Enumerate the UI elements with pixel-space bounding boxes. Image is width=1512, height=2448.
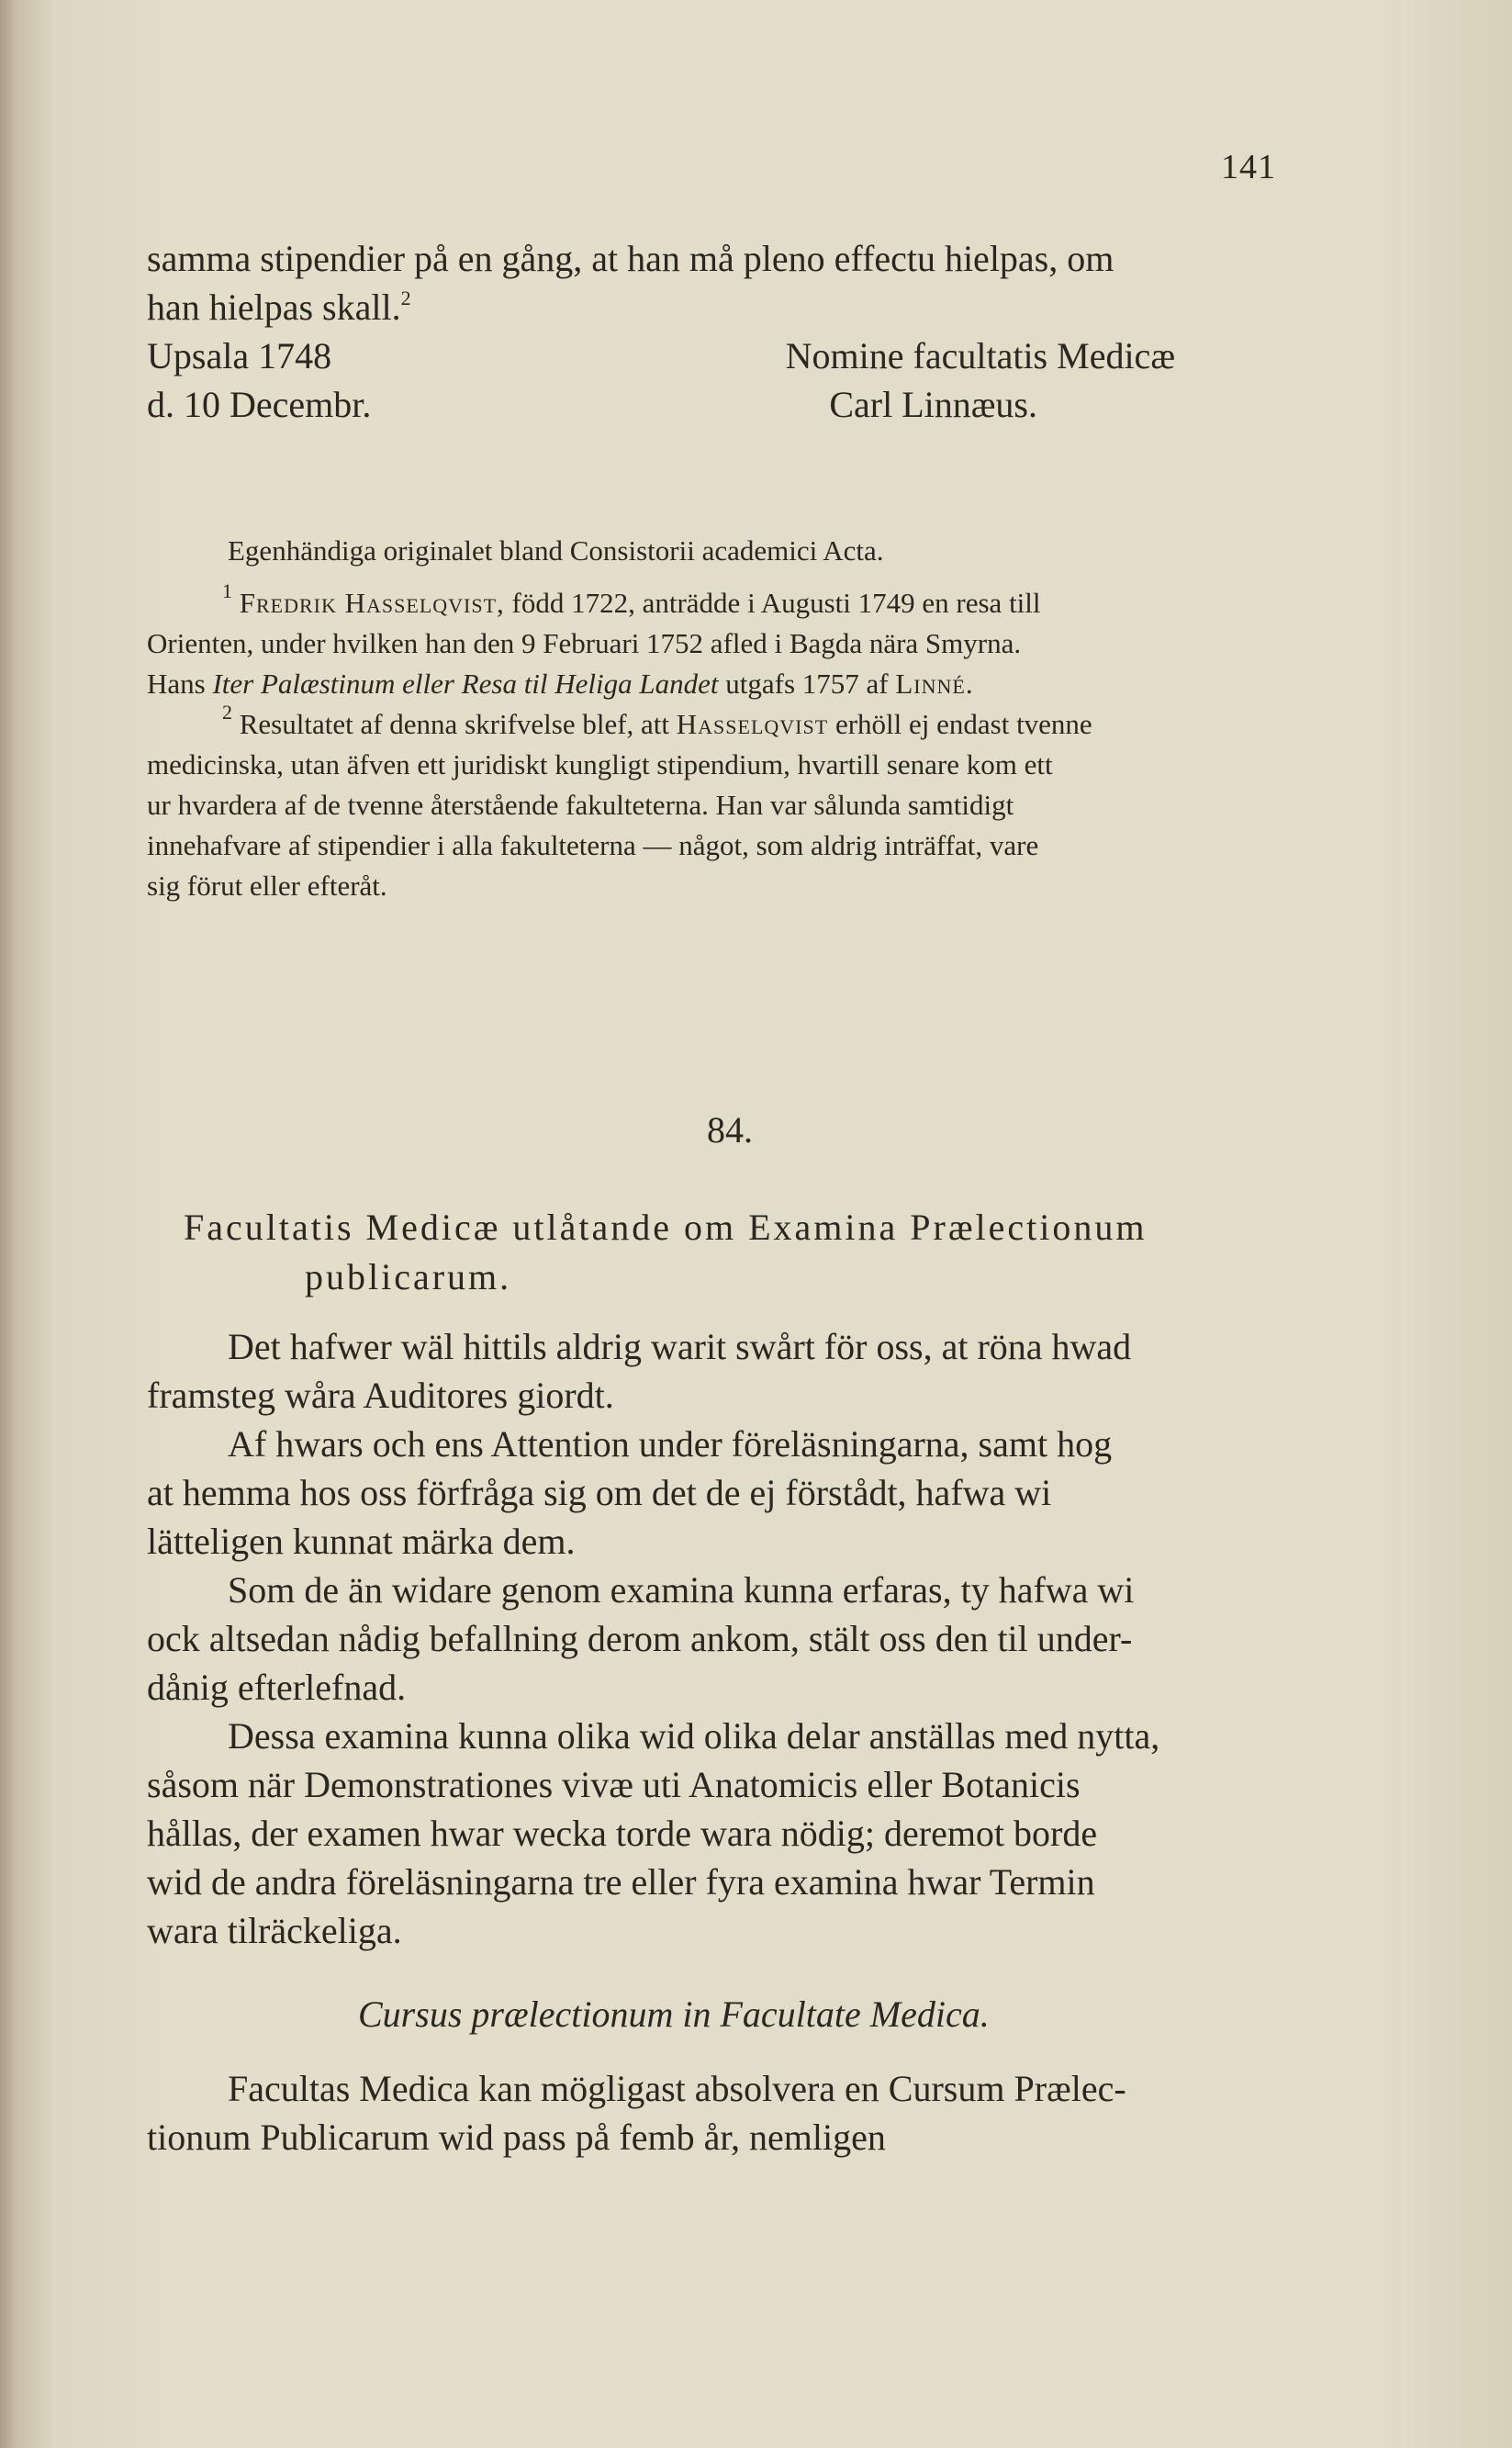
letter-line: samma stipendier på en gång, at han må pleno effectu hielpas, om <box>147 238 1114 279</box>
paragraph-line: tionum Publicarum wid pass på femb år, nemligen <box>147 2117 886 2158</box>
footnote-2-line: ur hvardera af de tvenne återstående fakulteterna. Han var sålunda samtidigt <box>147 789 1014 821</box>
footnote-1-line <box>147 579 1322 623</box>
source-note-text: Egenhändiga originalet bland Consistorii academici Acta. <box>228 534 884 567</box>
page-number: 141 <box>1221 148 1276 186</box>
footnote-marker: 2 <box>400 286 411 309</box>
paragraph-line: ock altsedan nådig befallning derom ankom, stält oss den til under- <box>147 1618 1133 1659</box>
person-name: Fredrik Hasselqvist, <box>239 587 505 619</box>
paragraph-line: Dessa examina kunna olika wid olika delar anställas med nytta, <box>228 1715 1160 1757</box>
paragraph-line: Af hwars och ens Attention under föreläsningarna, samt hog <box>228 1423 1113 1465</box>
footnote-2-line <box>147 701 1322 745</box>
paragraph-line: dånig efterlefnad. <box>147 1667 407 1708</box>
signature-name: Carl Linnæus. <box>829 384 1037 425</box>
paragraph-line: framsteg wåra Auditores giordt. <box>147 1375 614 1416</box>
section-title-line: publicarum. <box>305 1256 512 1297</box>
footnotes <box>147 579 1322 906</box>
paragraph-line: wid de andra föreläsningarna tre eller fyra examina hwar Termin <box>147 1861 1095 1903</box>
book-title: Iter Palæstinum eller Resa til Heliga Landet <box>212 668 719 700</box>
paragraph-line: Facultas Medica kan mögligast absolvera en Cursum Prælec- <box>228 2068 1126 2109</box>
paragraph-line: Som de än widare genom examina kunna erfaras, ty hafwa wi <box>228 1569 1135 1611</box>
footnote-2-line: medicinska, utan äfven ett juridiskt kungligt stipendium, hvartill senare kom ett <box>147 748 1053 780</box>
section-number: 84. <box>707 1109 753 1151</box>
footnote-2-line: sig förut eller efteråt. <box>147 870 387 902</box>
signature-row <box>147 380 1175 429</box>
paragraph-line: lätteligen kunnat märka dem. <box>147 1521 576 1562</box>
subheading: Cursus prælectionum in Facultate Medica. <box>358 1993 990 2035</box>
footnote-1-line <box>147 664 1322 704</box>
section-body-continued <box>147 2064 1322 2162</box>
letter-closing <box>147 234 1322 429</box>
footnote-mark: 1 <box>222 579 232 602</box>
footnote-2-line: innehafvare af stipendier i alla fakulteterna — något, som aldrig inträffat, vare <box>147 829 1039 861</box>
paragraph-line: wara tilräckeliga. <box>147 1910 402 1951</box>
paragraph-line: Det hafwer wäl hittils aldrig warit swårt för oss, at röna hwad <box>228 1326 1132 1367</box>
footnote-text: född 1722, anträdde i Augusti 1749 en resa till <box>511 587 1041 619</box>
footnote-text: Resultatet af denna skrifvelse blef, att <box>239 708 670 740</box>
letter-text: han hielpas skall. <box>147 286 401 328</box>
section-title <box>184 1203 1377 1302</box>
footnote-mark: 2 <box>222 701 232 724</box>
footnote-1-line: Orienten, under hvilken han den 9 Februari 1752 afled i Bagda nära Smyrna. <box>147 627 1022 659</box>
footnote-text: utgafs 1757 af <box>725 668 889 700</box>
date: d. 10 Decembr. <box>147 384 372 425</box>
person-name: Hasselqvist <box>676 708 829 740</box>
footnote-text: erhöll ej endast tvenne <box>834 708 1092 740</box>
paragraph-line: at hemma hos oss förfråga sig om det de ej förstådt, hafwa wi <box>147 1472 1052 1513</box>
place: Upsala 1748 <box>147 335 332 376</box>
signature-faculty: Nomine facultatis Medicæ <box>785 335 1175 376</box>
paragraph-line: hållas, der examen hwar wecka torde wara nödig; deremot borde <box>147 1813 1098 1854</box>
letter-line <box>147 283 1322 331</box>
footnote-text: Hans <box>147 668 206 700</box>
paragraph-line: såsom när Demonstrationes vivæ uti Anatomicis eller Botanicis <box>147 1764 1081 1805</box>
section-body <box>147 1322 1322 1955</box>
section-title-line: Facultatis Medicæ utlåtande om Examina Prælectionum <box>184 1207 1148 1248</box>
person-name: Linné. <box>895 668 974 700</box>
source-note <box>228 531 1403 571</box>
signature-row <box>147 331 1175 380</box>
